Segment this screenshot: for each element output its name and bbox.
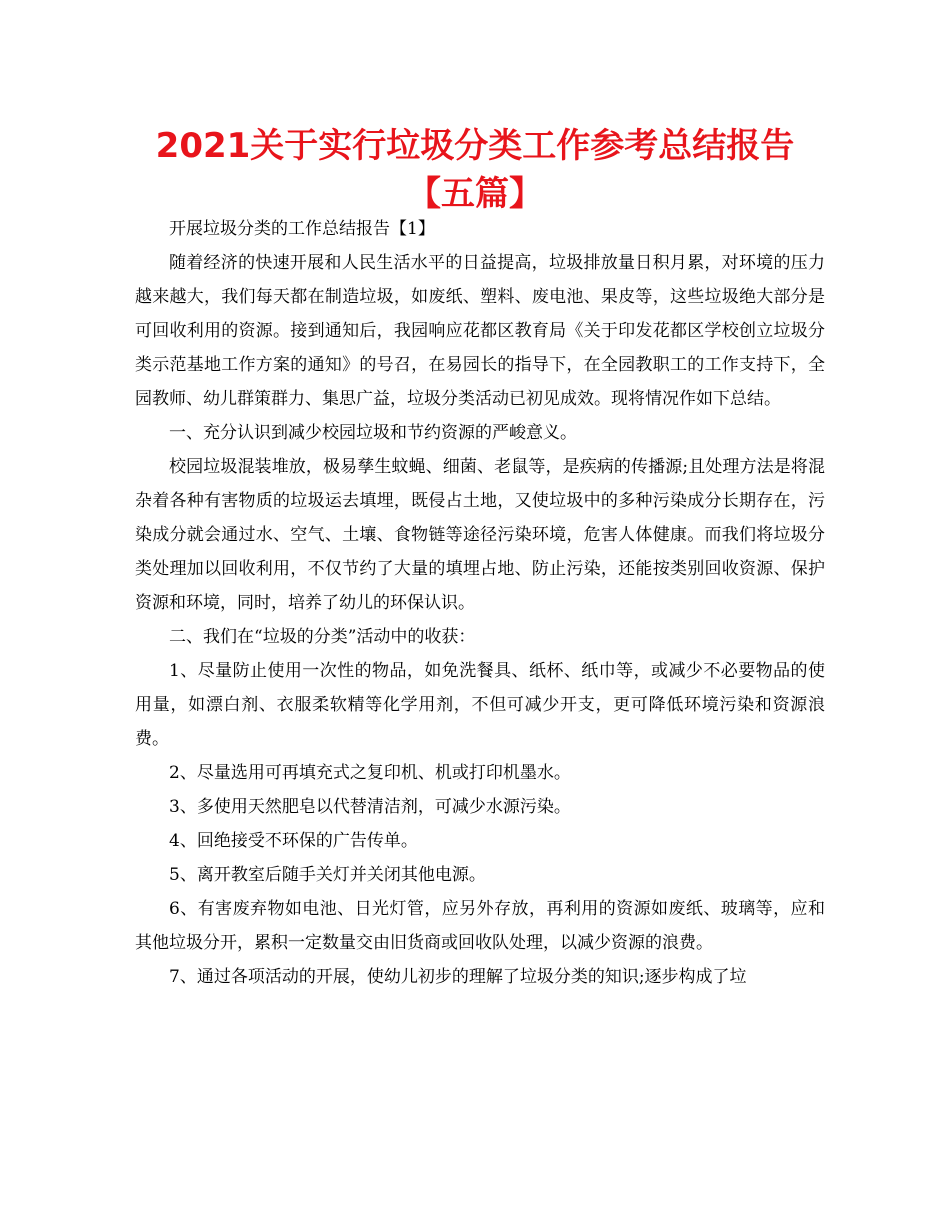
list-item: 5、离开教室后随手关灯并关闭其他电源。 [169, 865, 486, 885]
list-item: 1、尽量防止使用一次性的物品，如免洗餐具、纸杯、纸巾等，或减少不必要物品的使用量，如漂白剂、衣服柔软精等化学用剂，不但可减少开支，更可降低环境污染和资源浪费。 [135, 661, 825, 749]
section-heading: 开展垃圾分类的工作总结报告【1】 [169, 219, 435, 239]
paragraph: 随着经济的快速开展和人民生活水平的日益提高，垃圾排放量日积月累，对环境的压力越来越大，我们每天都在制造垃圾，如废纸、塑料、废电池、果皮等，这些垃圾绝大部分是可回收利用的资源。接到通知后，我园响应花都区教育局《关于印发花都区学校创立垃圾分类示范基地工作方案的通知》的号召，在易园长的指导下，在全园教职工的工作支持下，全园教师、幼儿群策群力、集思广益，垃圾分类活动已初见成效。现将情况作如下总结。 [135, 253, 825, 409]
paragraph: 校园垃圾混装堆放，极易孳生蚊蝇、细菌、老鼠等，是疾病的传播源;且处理方法是将混杂着各种有害物质的垃圾运去填埋，既侵占土地，又使垃圾中的多种污染成分长期存在，污染成分就会通过水、空气、土壤、食物链等途径污染环境，危害人体健康。而我们将垃圾分类处理加以回收利用，不仅节约了大量的填埋占地、防止污染，还能按类别回收资源、保护资源和环境，同时，培养了幼儿的环保认识。 [135, 457, 825, 613]
list-item: 4、回绝接受不环保的广告传单。 [169, 831, 418, 851]
section-heading: 二、我们在“垃圾的分类”活动中的收获： [169, 627, 476, 647]
list-item: 7、通过各项活动的开展，使幼儿初步的理解了垃圾分类的知识;逐步构成了垃 [169, 967, 747, 987]
section-heading: 一、充分认识到减少校园垃圾和节约资源的严峻意义。 [169, 423, 577, 443]
list-item: 2、尽量选用可再填充式之复印机、机或打印机墨水。 [169, 763, 571, 783]
list-item: 3、多使用天然肥皂以代替清洁剂，可减少水源污染。 [169, 797, 571, 817]
document-title: 2021关于实行垃圾分类工作参考总结报告【五篇】 [155, 126, 795, 214]
list-item: 6、有害废弃物如电池、日光灯管，应另外存放，再利用的资源如废纸、玻璃等，应和其他垃圾分开，累积一定数量交由旧货商或回收队处理，以减少资源的浪费。 [135, 899, 825, 953]
document-body [135, 212, 825, 994]
